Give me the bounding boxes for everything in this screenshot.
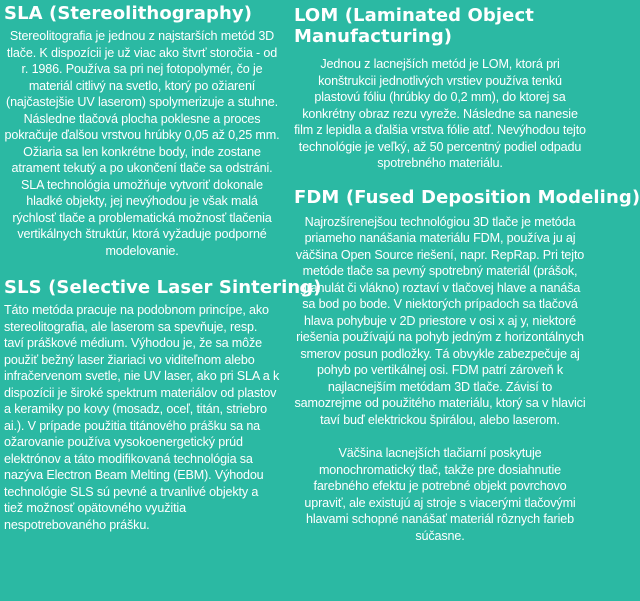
left-column <box>4 0 322 533</box>
sls-heading: SLS (Selective Laser Sintering) <box>4 277 322 298</box>
lom-heading: LOM (Laminated Object Manufacturing) <box>294 5 534 47</box>
fdm-heading: FDM (Fused Deposition Modeling) <box>294 186 640 208</box>
fdm-paragraph: Najrozšírenejšou technológiou 3D tlače je metóda priameho nanášania materiálu FDM, používa ju aj väčšina Open Source riešení, napr. RepRap. Pri tejto metóde tlače sa pevný spotrebný materiál (prášok, granulát či vlákno) roztaví v tlačovej hlave a nanáša sa bod po bode. V niektorých prípadoch sa tlačová hlava pohybuje v 2D priestore v osi x aj y, niektoré riešenia používajú na pohyb jedným z horizontálnych smerov posun podložky. Tá obvykle zabezpečuje aj pohyb po vertikálnej osi. FDM patrí zároveň k najlacnejším metódam 3D tlače. Závisí to samozrejme od použitého materiálu, ktorý sa v hlavici taví buď elektrickou špirálou, alebo laserom. <box>294 214 586 427</box>
sls-paragraph: Táto metóda pracuje na podobnom princípe, ako stereolitografia, ale laserom sa spevňuje, resp. taví práškové médium. Výhodou je, že sa môže použiť bežný laser žiariaci vo viditeľnom alebo infračervenom svetle, nie UV laser, ako pri SLA a k dispozícii je široké spektrum materiálov od plastov a keramiky po kovy (mosadz, oceľ, titán, striebro ai.). V prípade použitia titánového prášku sa na ožarovanie používa vysokoenergetický prúd elektrónov a táto modifikovaná technológia sa nazýva Electron Beam Melting (EBM). Výhodou technológie SLS sú pevné a trvanlivé objekty a tiež možnosť opätovného využitia nespotrebovaného prášku. <box>4 303 280 532</box>
fdm-paragraph-2: Väčšina lacnejších tlačiarní poskytuje monochromatický tlač, takže pre dosiahnutie farebného efektu je potrebné objekt povrchovo upraviť, ale existujú aj stroje s viacerými tlačovými hlavami schopné nanášať materiál rôznych farieb súčasne. <box>304 446 576 543</box>
sla-heading: SLA (Stereolithography) <box>4 3 253 24</box>
lom-paragraph: Jednou z lacnejších metód je LOM, ktorá pri konštrukcii jednotlivých vrstiev používa tenkú plastovú fóliu (hrúbky do 0,2 mm), do ktorej sa konkrétny obraz rezu vyreže. Následne sa nanesie film z lepidla a ďalšia vrstva fólie atď. Nevýhodou tejto technológie je veľký, až 50 percentný podiel odpadu spotrebného materiálu. <box>294 57 586 170</box>
sla-paragraph: Stereolitografia je jednou z najstarších metód 3D tlače. K dispozícii je už viac ako štvrť storočia - od r. 1986. Používa sa pri nej fotopolymér, čo je materiál citlivý na svetlo, ktorý po ožiarení (najčastejšie UV laserom) spolymerizuje a stuhne. Následne tlačová plocha poklesne a proces pokračuje ďalšou vrstvou hrúbky 0,05 až 0,25 mm. Ožiaria sa len konkrétne body, inde zostane atrament tekutý a po ukončení tlače sa odstráni. SLA technológia umožňuje vytvoriť dokonale hladké objekty, jej nevýhodou je však malá rýchlosť tlače a problematická možnosť tlačenia vertikálnych štruktúr, ktorá vyžaduje podporné modelovanie. <box>4 29 280 258</box>
right-column <box>294 0 640 544</box>
